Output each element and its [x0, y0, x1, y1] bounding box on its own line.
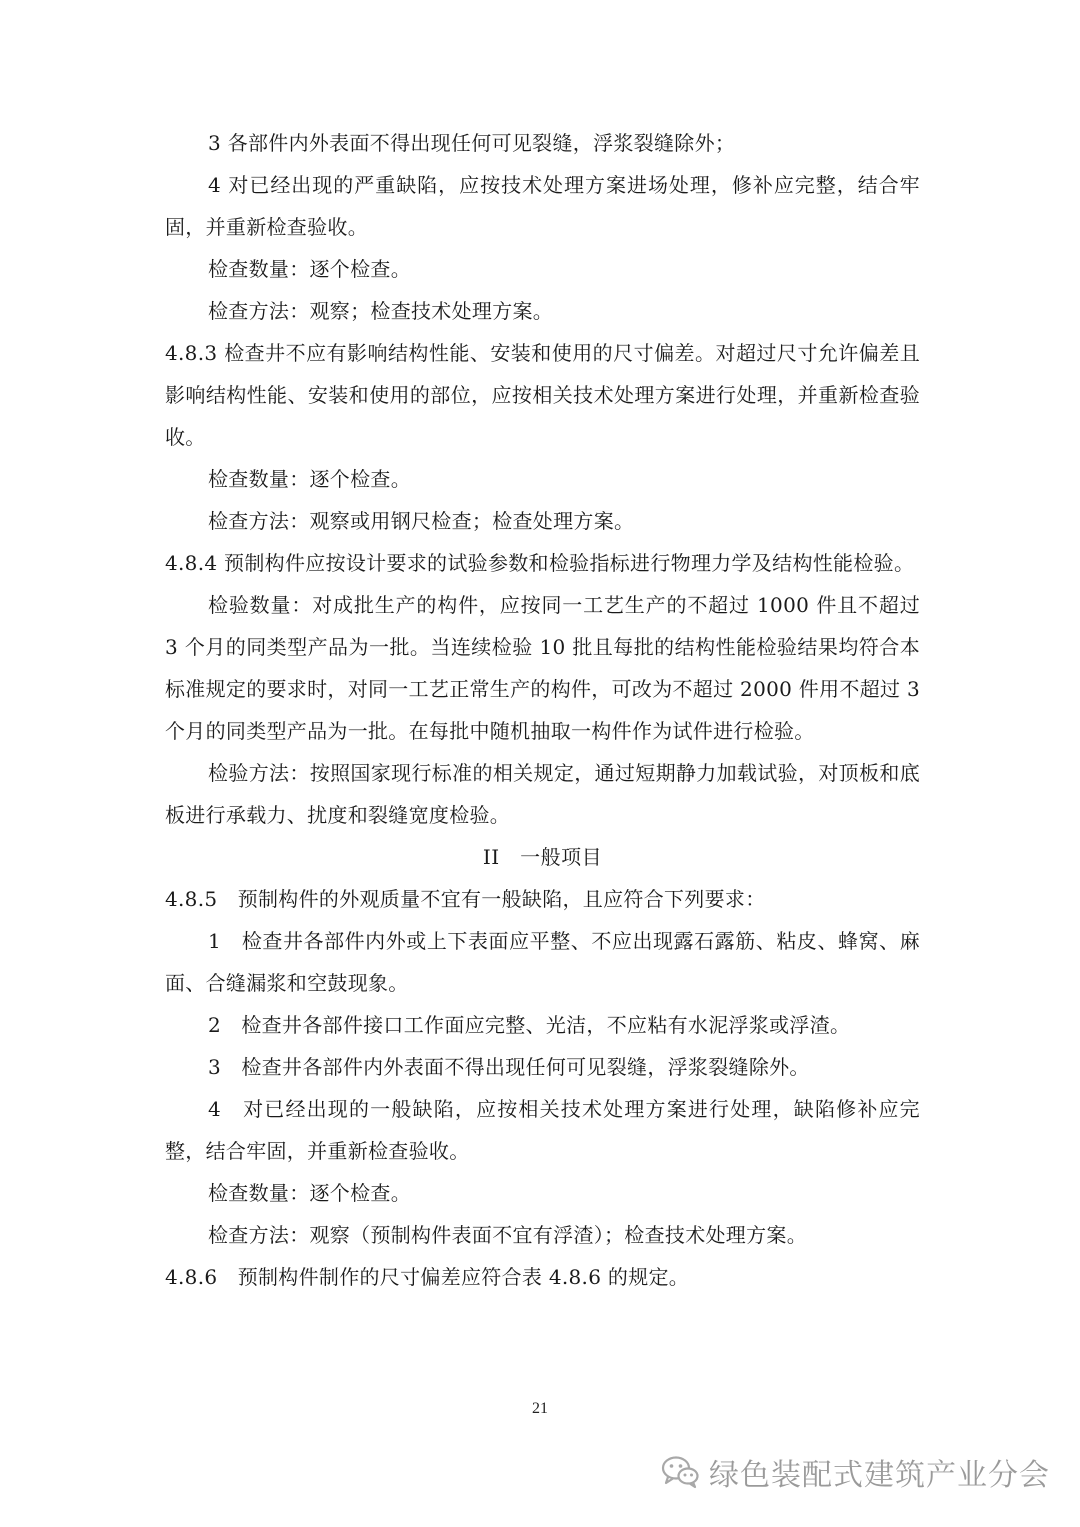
paragraph: 1 检查井各部件内外或上下表面应平整、不应出现露石露筋、粘皮、蜂窝、麻面、合缝漏浆和空鼓现象。	[165, 929, 920, 995]
paragraph: 2 检查井各部件接口工作面应完整、光洁，不应粘有水泥浮浆或浮渣。	[208, 1013, 851, 1037]
wechat-icon	[661, 1455, 699, 1489]
paragraph: 检查方法：观察或用钢尺检查；检查处理方案。	[208, 509, 635, 533]
section-heading: II 一般项目	[482, 845, 603, 869]
watermark	[661, 1450, 1050, 1494]
paragraph: 检查数量：逐个检查。	[208, 467, 411, 491]
document-body	[165, 122, 920, 1298]
paragraph: 检查方法：观察（预制构件表面不宜有浮渣）；检查技术处理方案。	[208, 1223, 807, 1247]
paragraph: 4 对已经出现的一般缺陷，应按相关技术处理方案进行处理，缺陷修补应完整，结合牢固，并重新检查验收。	[165, 1097, 920, 1163]
paragraph: 检查数量：逐个检查。	[208, 257, 411, 281]
page-number: 21	[532, 1400, 548, 1417]
clause-paragraph: 4.8.3 检查井不应有影响结构性能、安装和使用的尺寸偏差。对超过尺寸允许偏差且影响结构性能、安装和使用的部位，应按相关技术处理方案进行处理，并重新检查验收。	[165, 341, 920, 449]
paragraph: 3 各部件内外表面不得出现任何可见裂缝，浮浆裂缝除外；	[208, 131, 736, 155]
paragraph: 3 检查井各部件内外表面不得出现任何可见裂缝，浮浆裂缝除外。	[208, 1055, 810, 1079]
clause-paragraph: 4.8.5 预制构件的外观质量不宜有一般缺陷，且应符合下列要求：	[165, 887, 766, 911]
paragraph: 4 对已经出现的严重缺陷，应按技术处理方案进场处理，修补应完整，结合牢固，并重新检查验收。	[165, 173, 920, 239]
paragraph: 检查数量：逐个检查。	[208, 1181, 411, 1205]
paragraph: 检验方法：按照国家现行标准的相关规定，通过短期静力加载试验，对顶板和底板进行承载力、扰度和裂缝宽度检验。	[165, 761, 920, 827]
clause-paragraph: 4.8.4 预制构件应按设计要求的试验参数和检验指标进行物理力学及结构性能检验。	[165, 551, 915, 575]
paragraph: 检验数量：对成批生产的构件，应按同一工艺生产的不超过 1000 件且不超过 3 个月的同类型产品为一批。当连续检验 10 批且每批的结构性能检验结果均符合本标准规定的要求时，对同一工艺正常生产的构件，可改为不超过 2000 件用不超过 3 个月的同类型产品为一批。在每批中随机抽取一构件作为试件进行检验。	[165, 593, 920, 743]
paragraph: 检查方法：观察；检查技术处理方案。	[208, 299, 554, 323]
clause-paragraph: 4.8.6 预制构件制作的尺寸偏差应符合表 4.8.6 的规定。	[165, 1265, 690, 1289]
watermark-text: 绿色装配式建筑产业分会	[709, 1458, 1050, 1493]
